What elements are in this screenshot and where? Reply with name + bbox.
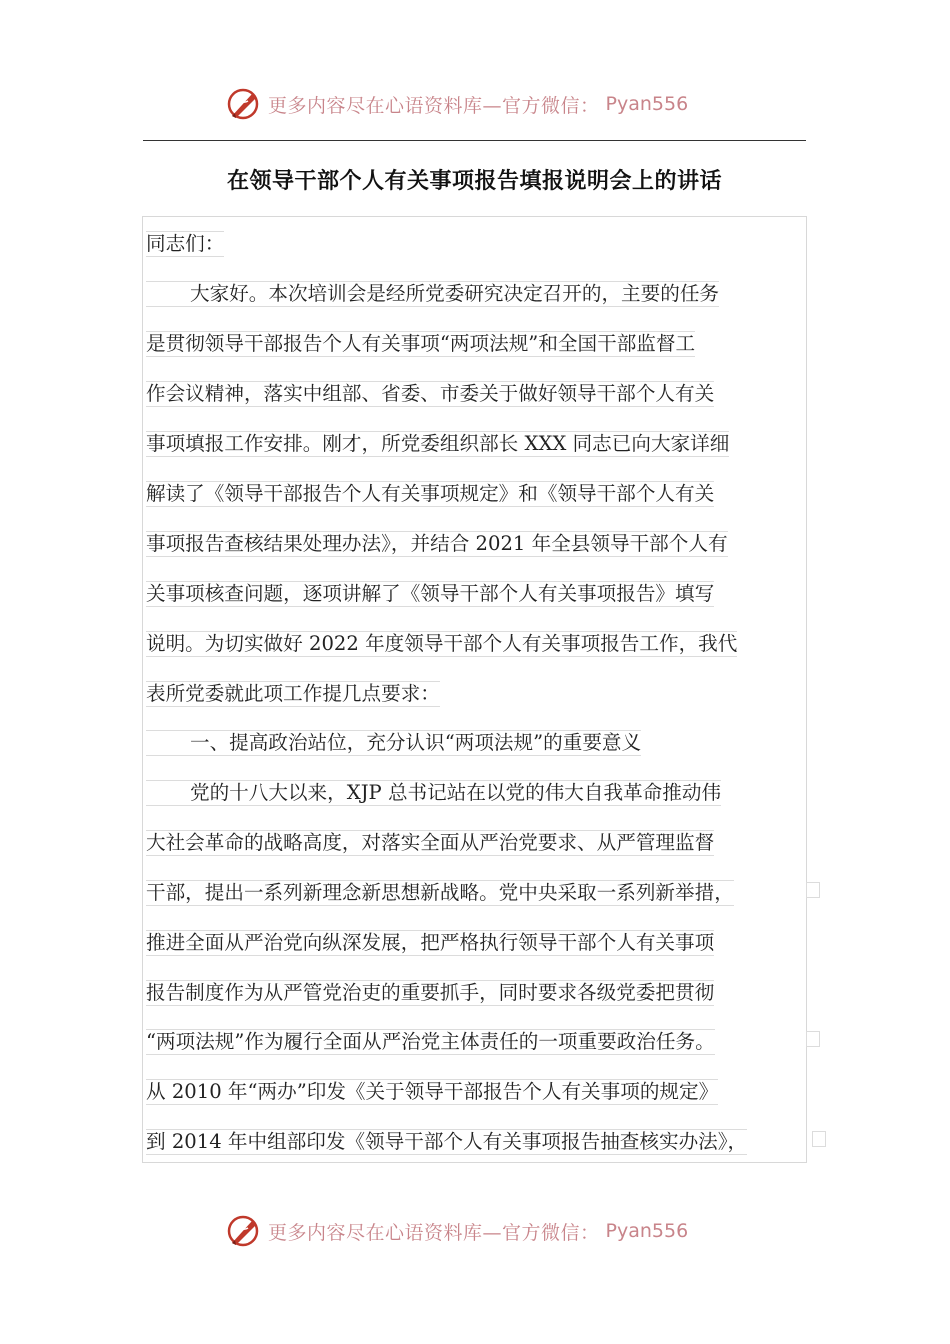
document-title: 在领导干部个人有关事项报告填报说明会上的讲话: [226, 169, 722, 194]
text-line: 同志们：: [146, 232, 225, 255]
text-line: 报告制度作为从严管党治吏的重要抓手，同时要求各级党委把贯彻: [146, 981, 715, 1004]
text-line: 作会议精神，落实中组部、省委、市委关于做好领导干部个人有关: [146, 382, 715, 405]
text-line: 从 2010 年“两办”印发《关于领导干部报告个人有关事项的规定》: [146, 1080, 719, 1103]
text-line: 关事项核查问题，逐项讲解了《领导干部个人有关事项报告》填写: [146, 582, 715, 605]
text-line: 大社会革命的战略高度，对落实全面从严治党要求、从严管理监督: [146, 831, 715, 854]
banner-contact: Pyan556: [605, 93, 689, 115]
section-heading: 一、提高政治站位，充分认识“两项法规”的重要意义: [146, 730, 641, 756]
text-line: 事项报告查核结果处理办法》，并结合 2021 年全县领导干部个人有: [146, 532, 728, 555]
text-line: “两项法规”作为履行全面从严治党主体责任的一项重要政治任务。: [146, 1030, 715, 1053]
margin-mark: [806, 882, 820, 898]
text-line: 干部，提出一系列新理念新思想新战略。党中央采取一系列新举措，: [146, 881, 734, 904]
margin-mark: [812, 1131, 826, 1147]
text-line: 解读了《领导干部报告个人有关事项规定》和《领导干部个人有关: [146, 482, 715, 505]
text-line: 表所党委就此项工作提几点要求：: [146, 682, 440, 705]
text-line: 党的十八大以来，XJP 总书记站在以党的伟大自我革命推动伟: [146, 780, 721, 806]
header-divider: [143, 140, 806, 141]
text-line: 说明。为切实做好 2022 年度领导干部个人有关事项报告工作，我代: [146, 632, 738, 655]
pen-logo-icon: [226, 1213, 262, 1249]
banner-text: 更多内容尽在心语资料库—官方微信：: [268, 94, 600, 117]
text-line: 推进全面从严治党向纵深发展，把严格执行领导干部个人有关事项: [146, 931, 715, 954]
text-line: 事项填报工作安排。刚才，所党委组织部长 XXX 同志已向大家详细: [146, 432, 730, 455]
pen-logo-icon: [226, 86, 262, 122]
banner-contact: Pyan556: [605, 1220, 689, 1242]
margin-mark: [806, 1031, 820, 1047]
text-line: 到 2014 年中组部印发《领导干部个人有关事项报告抽查核实办法》，: [146, 1130, 748, 1153]
footer-banner: [226, 1211, 746, 1251]
text-line: 是贯彻领导干部报告个人有关事项“两项法规”和全国干部监督工: [146, 332, 696, 355]
banner-text: 更多内容尽在心语资料库—官方微信：: [268, 1221, 600, 1244]
header-banner: [226, 84, 746, 124]
text-line: 大家好。本次培训会是经所党委研究决定召开的，主要的任务: [146, 281, 719, 307]
